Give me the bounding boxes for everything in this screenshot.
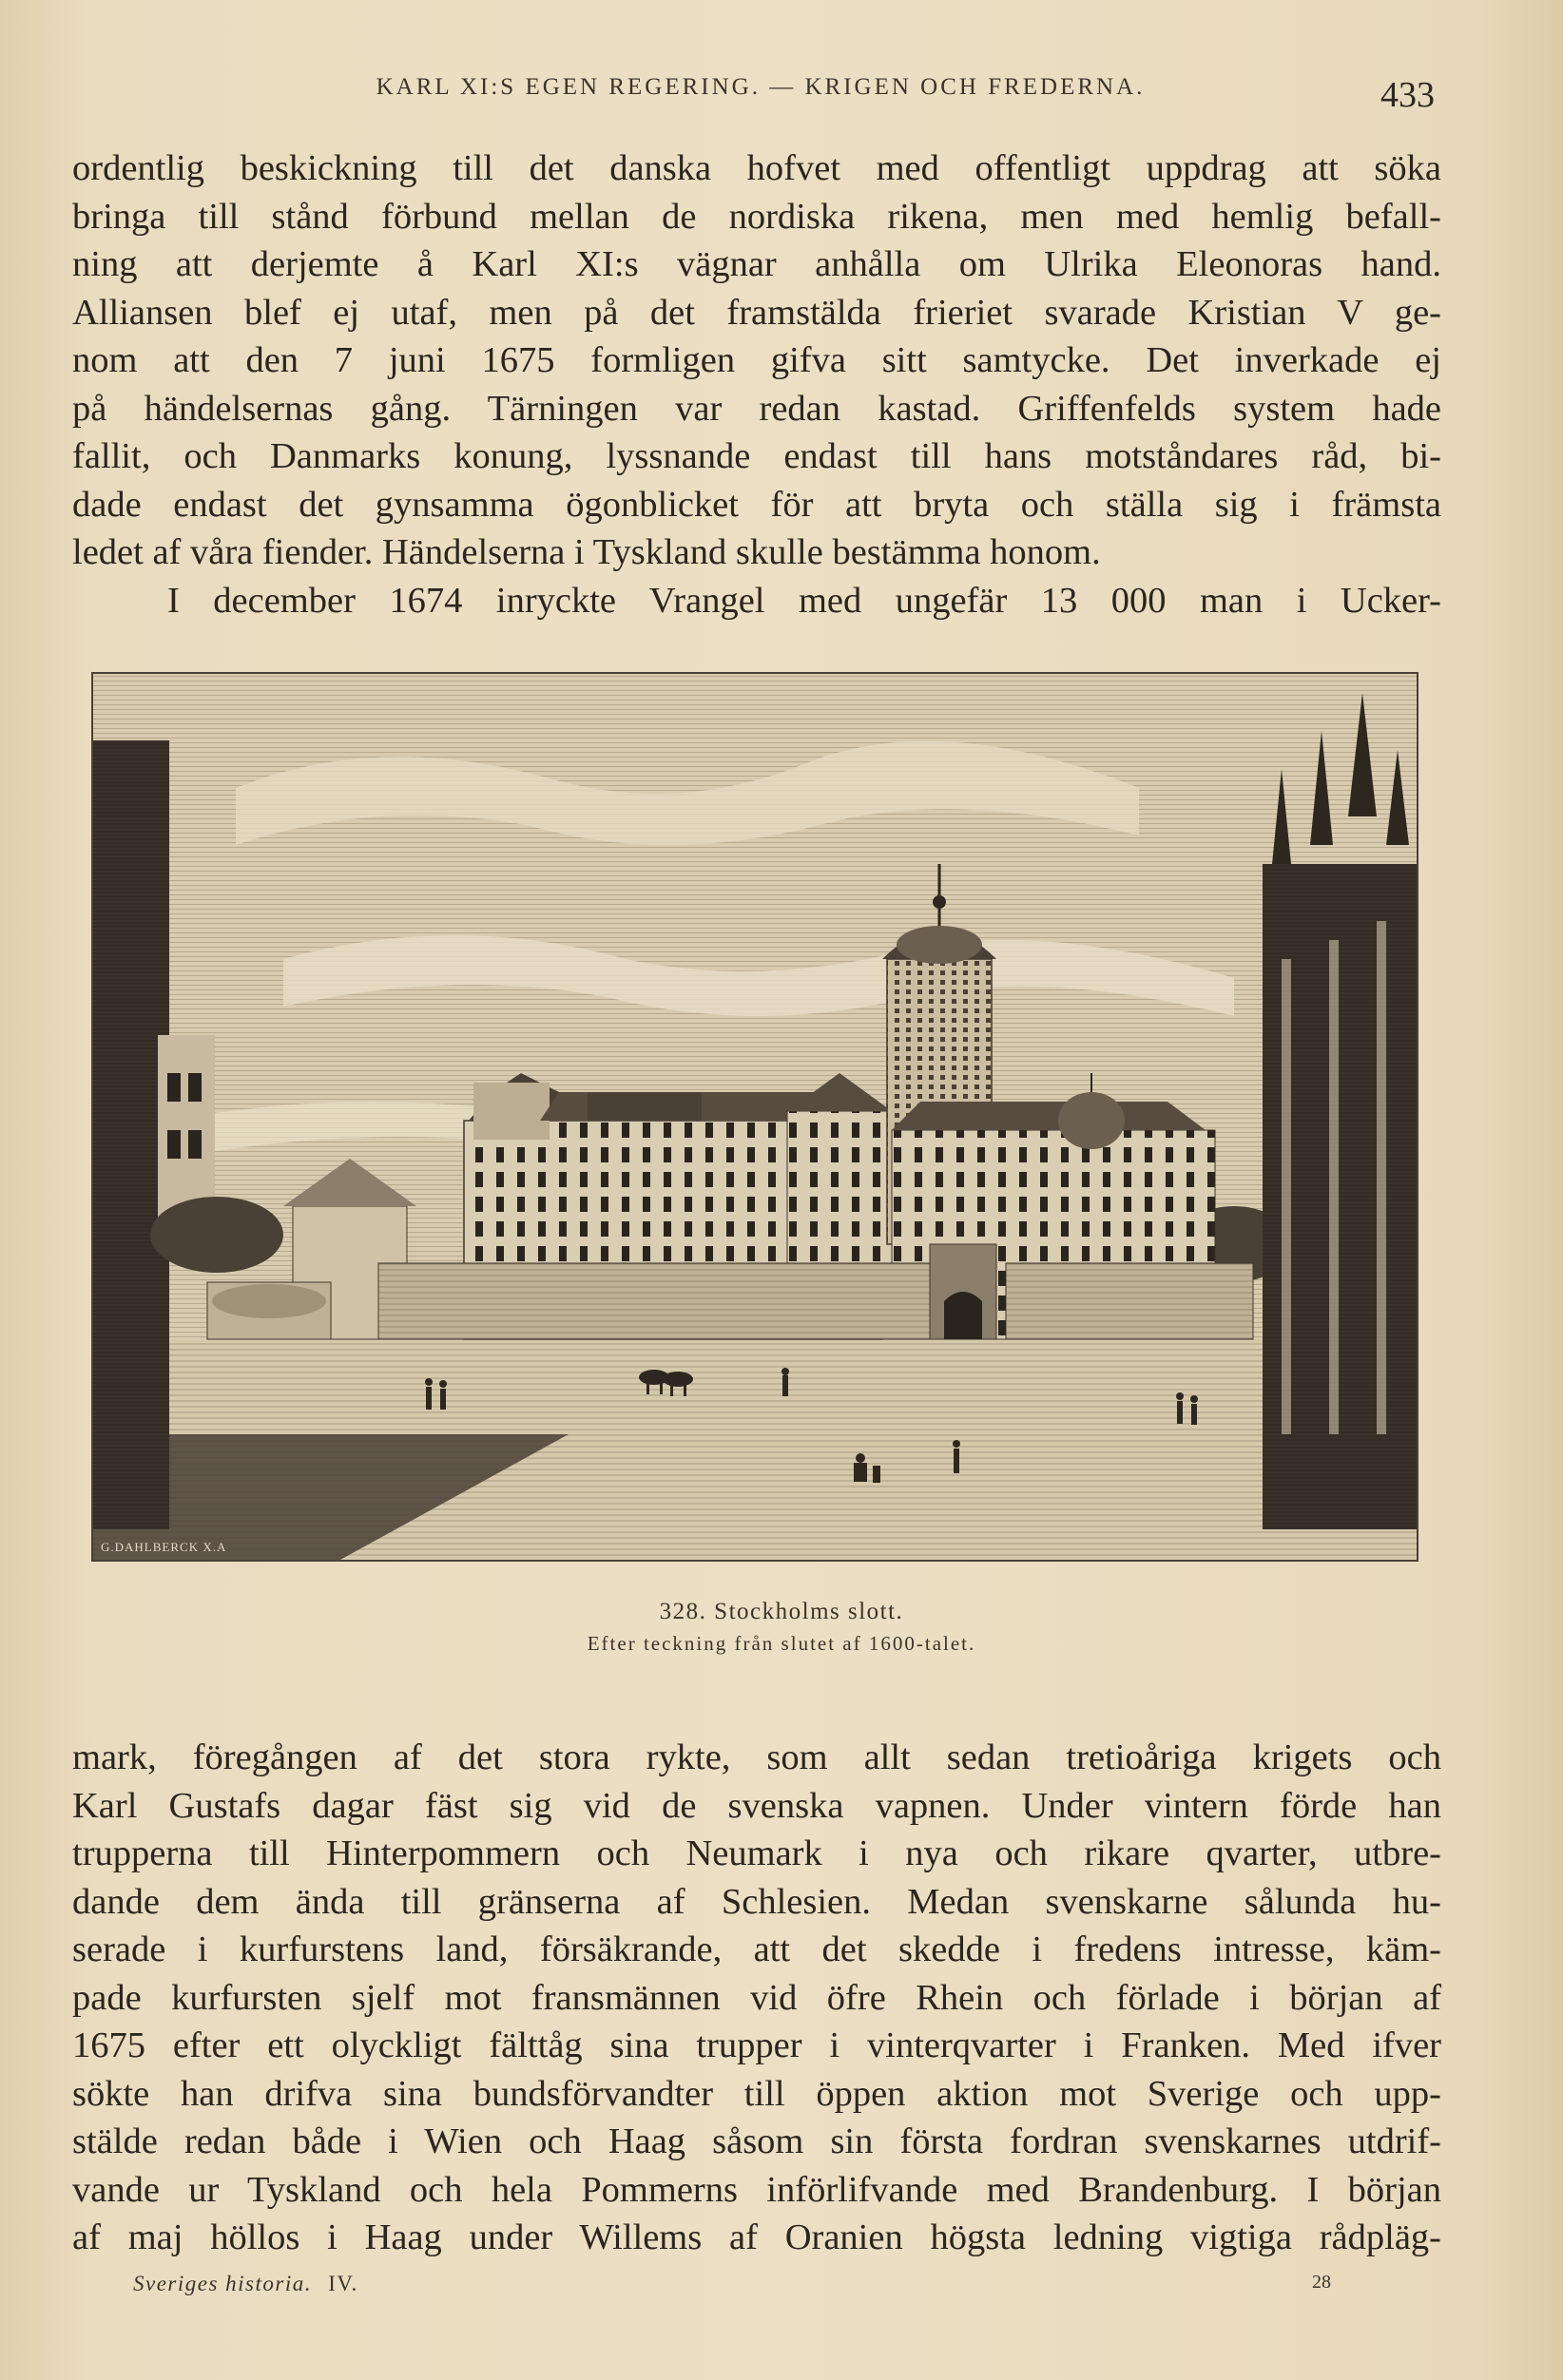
text-line: serade i kurfurstens land, försäkrande, att det skedde i fredens intresse, käm- [72,1929,1441,1969]
text-line: mark, föregången af det stora rykte, som allt sedan tretioåriga krigets och [72,1737,1441,1777]
page-number: 433 [1380,75,1435,115]
text-line: ledet af våra fiender. Händelserna i Tyskland skulle bestämma honom. [72,532,1101,572]
text-line: bringa till stånd förbund mellan de nordiska rikena, men med hemlig befall- [72,196,1441,237]
footer-book-title [133,2272,358,2296]
text-line: Alliansen blef ej utaf, men på det framstälda frieriet svarade Kristian V ge- [72,292,1441,333]
footer-volume: IV. [328,2272,358,2295]
text-line: ning att derjemte å Karl XI:s vägnar anhålla om Ulrika Eleonoras hand. [72,244,1441,284]
text-line: stälde redan både i Wien och Haag såsom sin första fordran svenskarnes utdrif- [72,2121,1441,2161]
body-text-bottom [72,1734,1441,2262]
running-head: KARL XI:S EGEN REGERING. — KRIGEN OCH FREDERNA. [376,74,1146,100]
text-line: Karl Gustafs dagar fäst sig vid de svenska vapnen. Under vintern förde han [72,1785,1441,1826]
text-line: på händelsernas gång. Tärningen var redan kastad. Griffenfelds system hade [72,388,1441,429]
text-line: af maj höllos i Haag under Willems af Oranien högsta ledning vigtiga rådpläg- [72,2217,1441,2257]
text-line: trupperna till Hinterpommern och Neumark i nya och rikare qvarter, utbre- [72,1833,1441,1873]
text-line: 1675 efter ett olyckligt fälttåg sina trupper i vinterqvarter i Franken. Med ifver [72,2025,1441,2065]
text-line: I december 1674 inryckte Vrangel med ungefär 13 000 man i Ucker- [167,580,1441,621]
engraver-signature: G.DAHLBERCK X.A [101,1540,227,1554]
text-line: dande dem ända till gränserna af Schlesien. Medan svenskarne sålunda hu- [72,1881,1441,1922]
castle-illustration [93,674,1417,1560]
text-line: vande ur Tyskland och hela Pommerns införlifvande med Brandenburg. I början [72,2169,1441,2210]
text-line: dade endast det gynsamma ögonblicket för att bryta och ställa sig i främsta [72,484,1441,525]
text-line: nom att den 7 juni 1675 formligen gifva sitt samtycke. Det inverkade ej [72,340,1441,380]
body-text-top [72,144,1441,624]
figure-caption-subtitle: Efter teckning från slutet af 1600-talet. [587,1632,976,1655]
text-line: pade kurfursten sjelf mot fransmännen vid öfre Rhein och förlade i början af [72,1977,1441,2018]
footer-title: Sveriges historia. [133,2272,312,2295]
footer-signature-mark: 28 [1312,2272,1331,2293]
engraving-stockholm-castle [91,672,1418,1562]
text-line: ordentlig beskickning till det danska hofvet med offentligt uppdrag att söka [72,148,1441,188]
text-line: sökte han drifva sina bundsförvandter till öppen aktion mot Sverige och upp- [72,2073,1441,2114]
text-line: fallit, och Danmarks konung, lyssnande endast till hans motståndares råd, bi- [72,436,1441,476]
figure-caption-title: 328. Stockholms slott. [659,1599,904,1624]
